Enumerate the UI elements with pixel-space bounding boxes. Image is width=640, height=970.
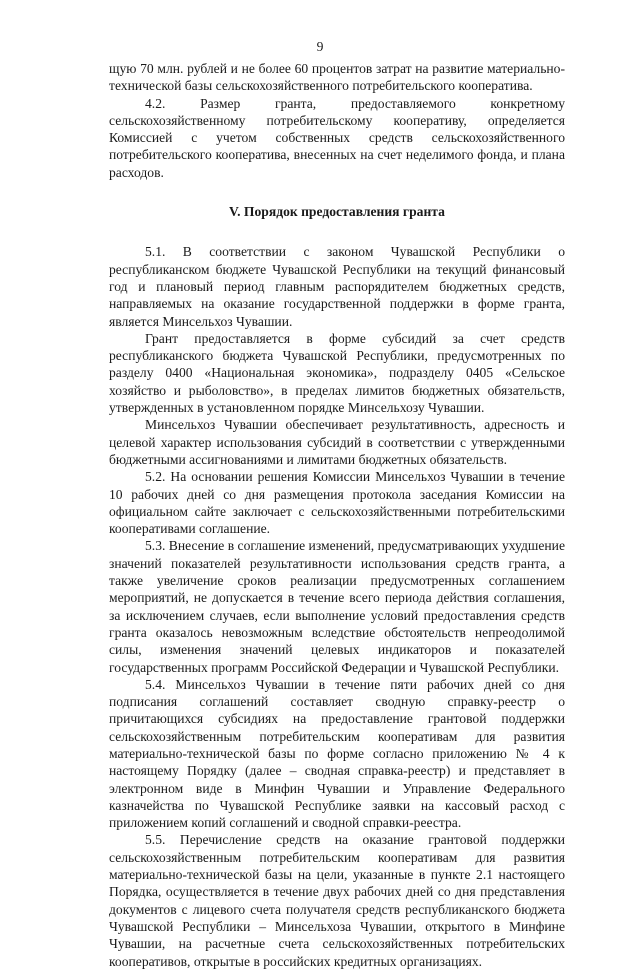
document-body	[109, 60, 565, 970]
paragraph-5-2: 5.2. На основании решения Комиссии Минсельхоз Чувашии в течение 10 рабочих дней со дня размещения протокола заседания Комиссии на официальном сайте заключает с сельскохозяйственными потребительскими кооперативами соглашение.	[109, 469, 565, 537]
page-number: 9	[316, 39, 324, 54]
paragraph-4-2: 4.2. Размер гранта, предоставляемого конкретному сельскохозяйственному потребительскому кооперативу, определяется Комиссией с учетом собственных средств сельскохозяйственного потребительского кооператива, внесенных на счет неделимого фонда, и плана расходов.	[109, 95, 565, 180]
paragraph-effectiveness: Минсельхоз Чувашии обеспечивает результативность, адресность и целевой характер использования субсидий в соответствии с утвержденными бюджетными ассигнованиями и лимитами бюджетных обязательств.	[109, 417, 565, 467]
paragraph-5-5: 5.5. Перечисление средств на оказание грантовой поддержки сельскохозяйственным потребительским кооперативам для развития материально-технической базы на цели, указанные в пункте 2.1 настоящего Порядка, осуществляется в течение двух рабочих дней со дня представления документов с лицевого счета получателя средств республиканского бюджета Чувашской Республики – Минсельхоза Чувашии, открытого в Минфине Чувашии, на расчетные счета сельскохозяйственных потребительских кооперативов, открытые в российских кредитных организациях.	[109, 832, 565, 969]
paragraph-5-3: 5.3. Внесение в соглашение изменений, предусматривающих ухудшение значений показателей результативности использования средств гранта, а также увеличение сроков реализации предусмотренных соглашением мероприятий, не допускается в течение всего периода действия соглашения, за исключением случаев, если выполнение условий предоставления средств гранта оказалось невозможным вследствие обстоятельств непреодолимой силы, изменения значений целевых индикаторов и показателей государственных программ Российской Федерации и Чувашской Республики.	[109, 538, 565, 675]
paragraph-continuation: щую 70 млн. рублей и не более 60 процентов затрат на развитие материально-технической базы сельскохозяйственного потребительского кооператива.	[109, 61, 565, 94]
section-heading: V. Порядок предоставления гранта	[229, 204, 445, 220]
paragraph-5-1: 5.1. В соответствии с законом Чувашской Республики о республиканском бюджете Чувашской Республики на текущий финансовый год и плановый период главным распорядителем бюджетных средств, направляемых на оказание государственной поддержки в форме гранта, является Минсельхоз Чувашии.	[109, 244, 565, 329]
paragraph-5-4: 5.4. Минсельхоз Чувашии в течение пяти рабочих дней со дня подписания соглашений составляет сводную справку-реестр о причитающихся субсидиях на предоставление грантовой поддержки сельскохозяйственным потребительским кооперативам для развития материально-технической базы по форме согласно приложению № 4 к настоящему Порядку (далее – сводная справка-реестр) и представляет в электронном виде в Минфин Чувашии и Управление Федерального казначейства по Чувашской Республике заявки на кассовый расход с приложением копий соглашений и сводной справки-реестра.	[109, 676, 565, 831]
paragraph-grant-form: Грант предоставляется в форме субсидий за счет средств республиканского бюджета Чувашской Республики, предусмотренных по разделу 0400 «Национальная экономика», подразделу 0405 «Сельское хозяйство и рыболовство», в пределах лимитов бюджетных обязательств, утвержденных в установленном порядке Минсельхозу Чувашии.	[109, 330, 565, 416]
